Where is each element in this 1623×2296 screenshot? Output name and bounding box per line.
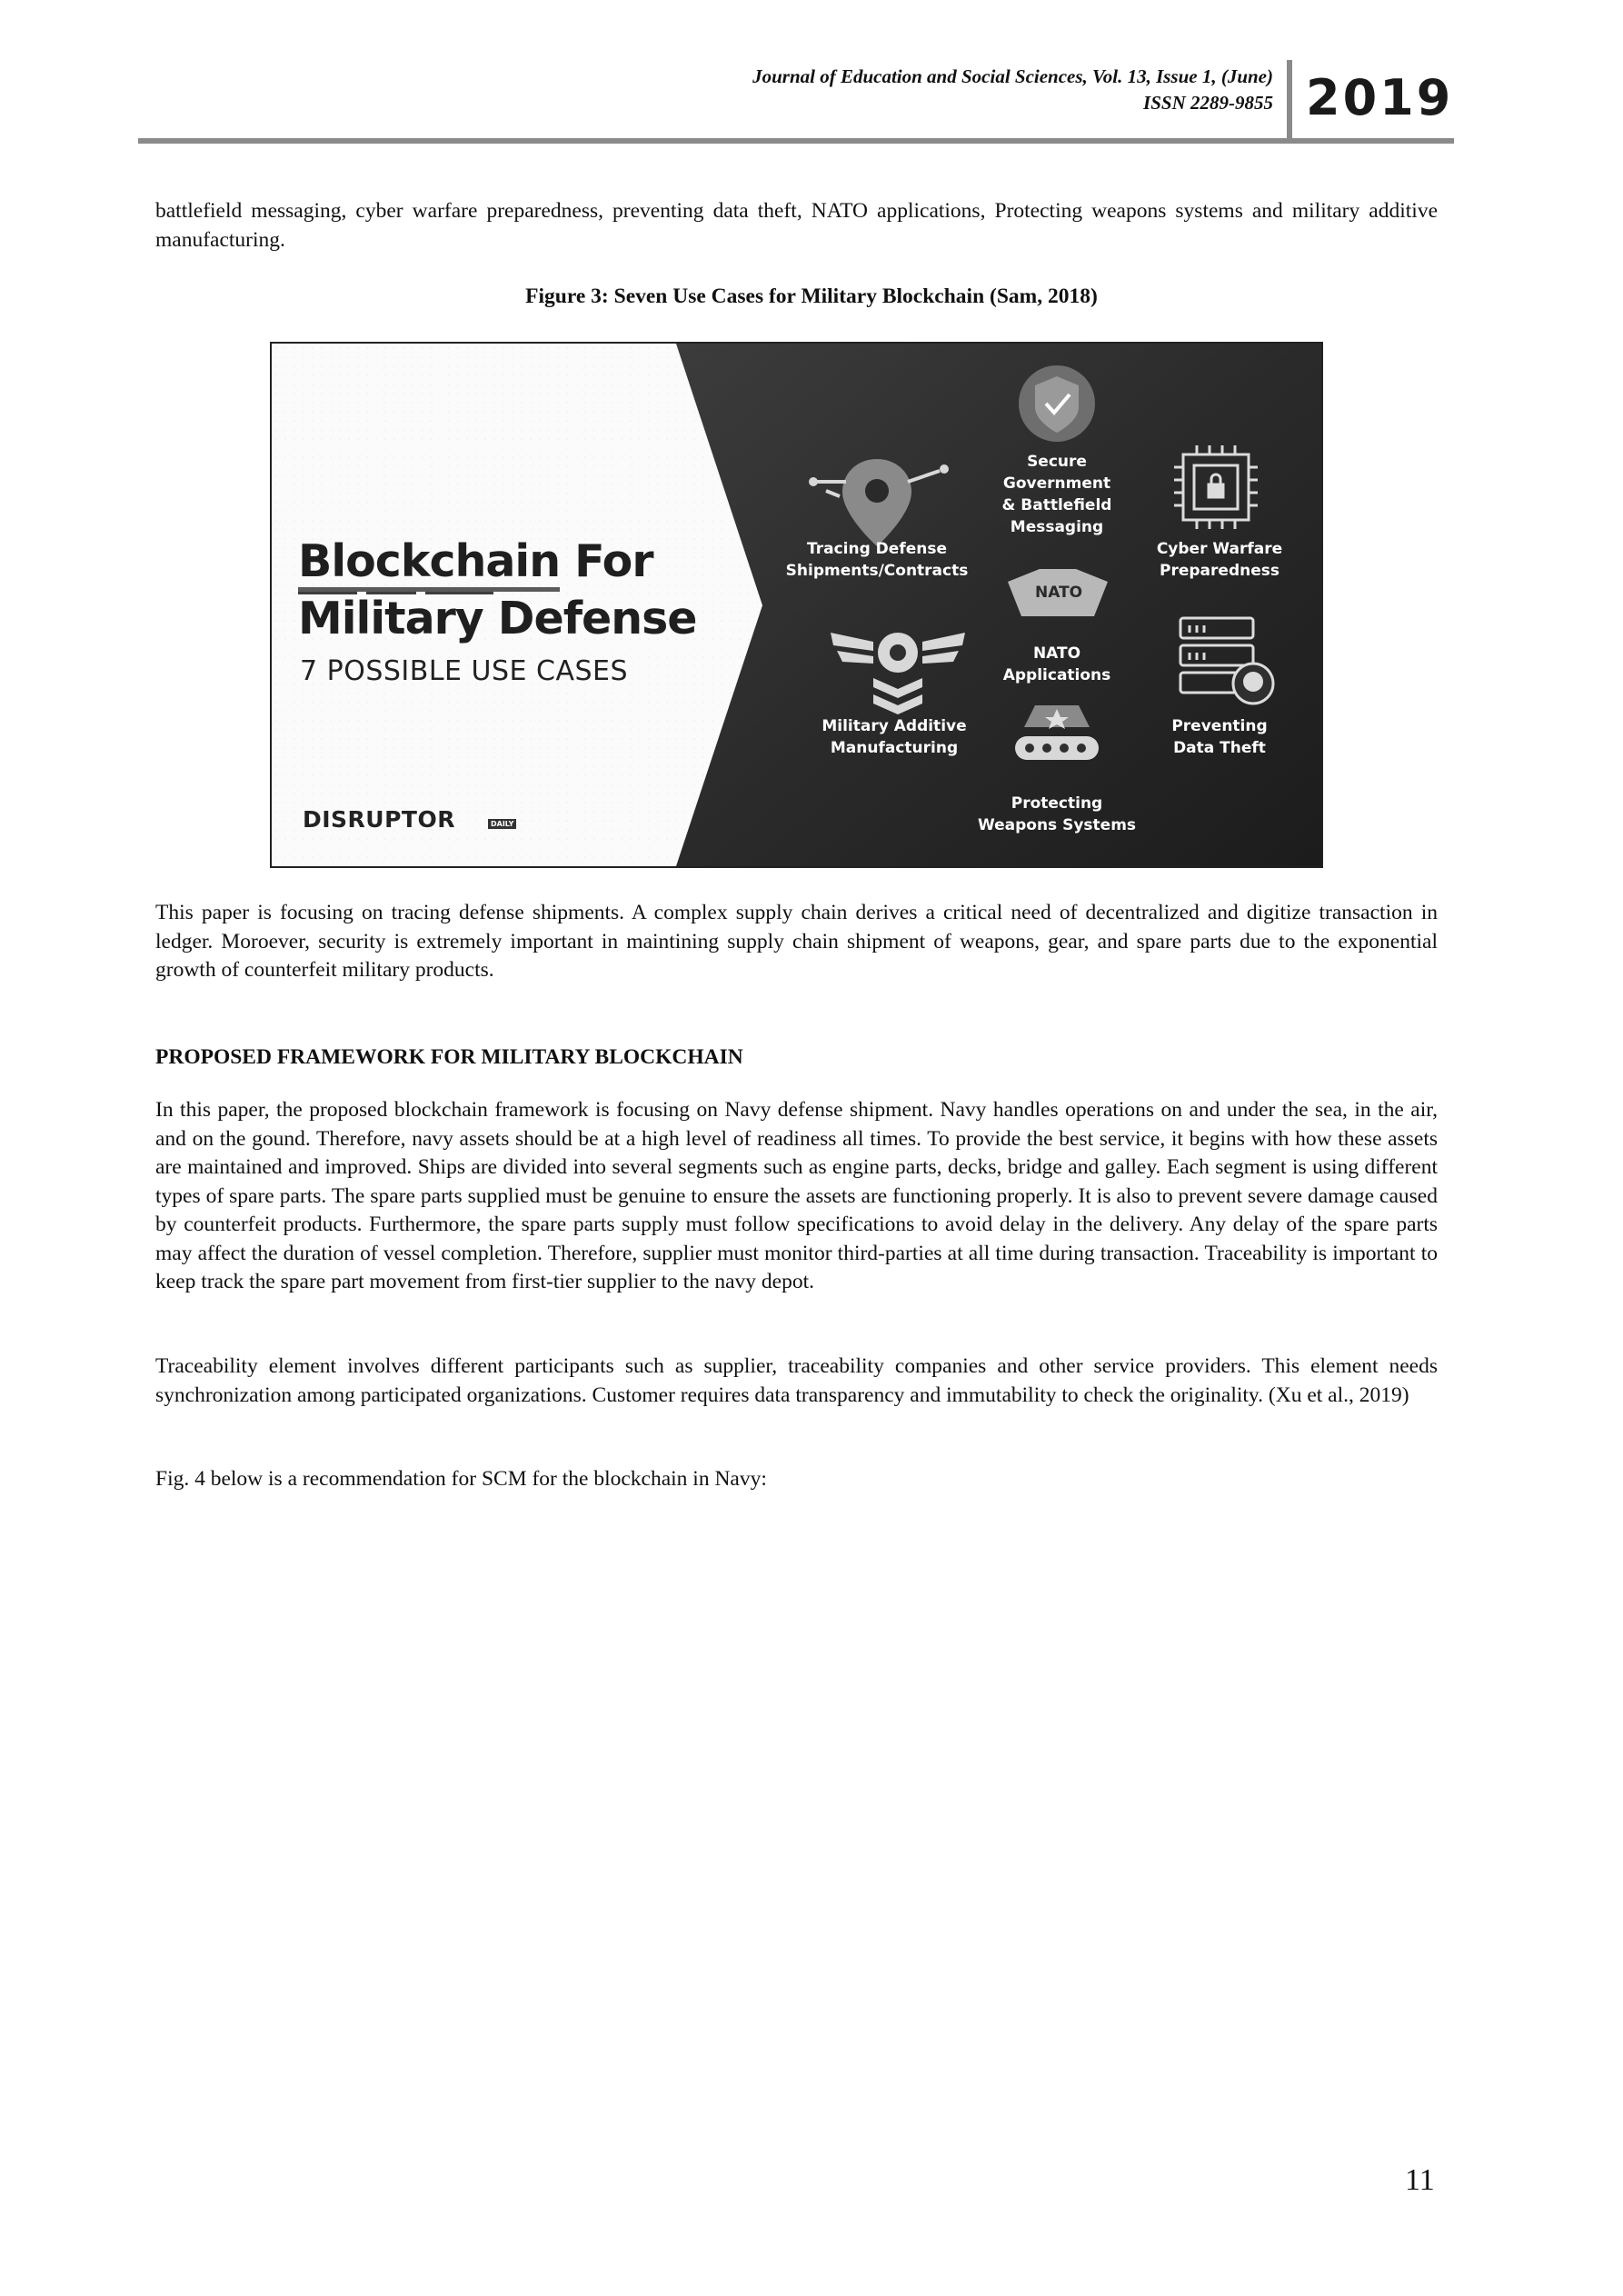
journal-title: Journal of Education and Social Sciences, Vol. 13, Issue 1, (June) [752, 65, 1273, 87]
dark-panel [676, 344, 1321, 866]
figure-title-line2: Military Defense [298, 593, 697, 644]
intro-continuation-paragraph: battlefield messaging, cyber warfare preparedness, preventing data theft, NATO applications, Protecting weapons systems and military additive manufacturing. [155, 199, 1438, 252]
use-case-nato-applications: NATO Applications [1002, 644, 1111, 684]
use-case-additive-manufacturing: Military Additive Manufacturing [821, 717, 967, 757]
section-heading: PROPOSED FRAMEWORK FOR MILITARY BLOCKCHAIN [155, 1045, 743, 1069]
shield-check-icon [1019, 365, 1095, 442]
focus-paragraph: This paper is focusing on tracing defense shipments. A complex supply chain derives a critical need of decentralized and digitize transaction in ledger. Moroever, security is extremely important in maintining supply chain shipment of weapons, gear, and spare parts due to the exponential growth of counterfeit military products. [155, 901, 1438, 982]
nato-badge-text: NATO [1035, 584, 1083, 602]
use-case-secure-messaging: Secure Government & Battlefield Messaging [1001, 453, 1112, 536]
framework-paragraph: In this paper, the proposed blockchain framework is focusing on Navy defense shipment. Navy handles operations on and under the sea, in the air, and on the gound. Therefore, navy assets should be at a high level of readiness all times. To provide the best service, it begins with how these assets are maintained and improved. Ships are divided into several segments such as engine parts, decks, bridge and galley. Each segment is using different types of spare parts. The spare parts supplied must be genuine to ensure the assets are functioning properly. It is also to prevent severe damage caused by counterfeit products. Furthermore, the spare parts supply must follow specifications to avoid delay in the delivery. Any delay of the spare parts may affect the duration of vessel completion. Therefore, supplier must monitor third-parties at all time during transaction. Traceability is important to keep track the spare part movement from first-tier supplier to the navy depot. [155, 1098, 1438, 1293]
traceability-paragraph: Traceability element involves different participants such as supplier, traceability companies and other service providers. This element needs synchronization among participated organizations. Customer requires data transparency and immutability to check the originality. (Xu et al., 2019) [155, 1354, 1438, 1407]
header-divider [1287, 60, 1292, 141]
figure-title-word2: For [560, 535, 653, 587]
figure-subtitle: 7 POSSIBLE USE CASES [300, 655, 629, 687]
page-number: 11 [1405, 2163, 1435, 2197]
figure-caption: Figure 3: Seven Use Cases for Military Blockchain (Sam, 2018) [525, 285, 1098, 308]
brand-logo: DISRUPTOR [303, 806, 455, 833]
figure-title [298, 533, 697, 647]
use-case-preventing-data-theft: Preventing Data Theft [1171, 717, 1268, 757]
journal-header [455, 64, 1273, 116]
figure-3 [270, 342, 1323, 868]
fig4-intro-paragraph: Fig. 4 below is a recommendation for SCM for the blockchain in Navy: [155, 1467, 767, 1491]
use-case-tracing-shipments: Tracing Defense Shipments/Contracts [785, 540, 969, 580]
header-year: 2019 [1306, 69, 1454, 126]
use-case-protecting-weapons: Protecting Weapons Systems [977, 794, 1137, 834]
figure-title-word1: Blockchain [298, 535, 560, 592]
journal-issn: ISSN 2289-9855 [1143, 92, 1273, 114]
use-case-cyber-warfare: Cyber Warfare Preparedness [1156, 540, 1283, 580]
header-rule [138, 138, 1454, 144]
brand-logo-tag: DAILY [488, 819, 516, 829]
